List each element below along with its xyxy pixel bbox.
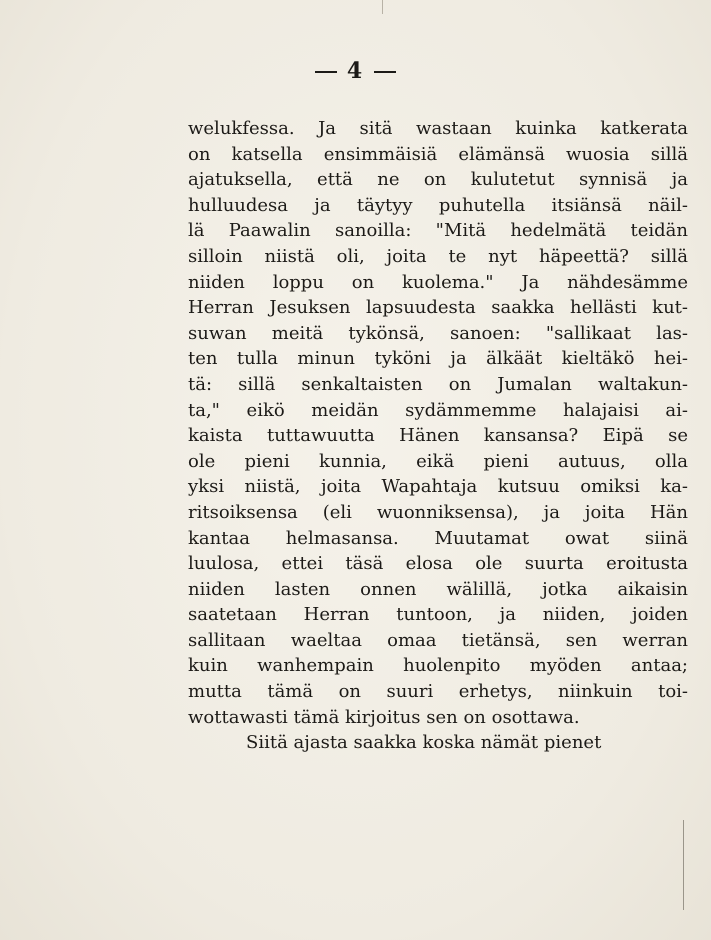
- text-line: ajatuksella, että ne on kulutetut synnisä ja: [188, 169, 688, 191]
- page-edge-mark: [382, 0, 383, 14]
- text-line: yksi niistä, joita Wapahtaja kutsuu omiksi ka-: [188, 476, 688, 498]
- text-line: silloin niistä oli, joita te nyt häpeettä? sillä: [188, 245, 688, 267]
- text-line: wottawasti tämä kirjoitus sen on osottawa.: [188, 706, 580, 728]
- text-line: kantaa helmasansa. Muutamat owat siinä: [188, 527, 688, 549]
- text-line: Siitä ajasta saakka koska nämät pienet: [246, 732, 602, 754]
- text-line: niiden lasten onnen wälillä, jotka aikaisin: [188, 578, 688, 600]
- text-line: ole pieni kunnia, eikä pieni autuus, olla: [188, 450, 688, 472]
- text-line: on katsella ensimmäisiä elämänsä wuosia sillä: [188, 143, 688, 165]
- text-line: sallitaan waeltaa omaa tietänsä, sen werran: [188, 629, 688, 651]
- text-line: niiden loppu on kuolema." Ja nähdesämme: [188, 271, 688, 293]
- text-line: suwan meitä tykönsä, sanoen: "sallikaat las-: [188, 322, 688, 344]
- text-line: mutta tämä on suuri erhetys, niinkuin toi-: [188, 681, 688, 703]
- text-line: hulluudesa ja täytyy puhutella itsiänsä näil-: [188, 194, 688, 216]
- text-line: Herran Jesuksen lapsuudesta saakka hellästi kut-: [188, 297, 688, 319]
- text-line: ta," eikö meidän sydämmemme halajaisi ai-: [188, 399, 688, 421]
- text-line: saatetaan Herran tuntoon, ja niiden, joiden: [188, 604, 688, 626]
- header-dash-right: [374, 71, 396, 73]
- text-line: ritsoiksensa (eli wuonniksensa), ja joita Hän: [188, 501, 688, 523]
- page-header: [0, 58, 711, 84]
- body-text: [188, 116, 688, 756]
- text-line: kuin wanhempain huolenpito myöden antaa;: [188, 655, 688, 677]
- page-number: 4: [346, 58, 365, 84]
- page-edge-line: [683, 820, 684, 910]
- text-line: luulosa, ettei täsä elosa ole suurta eroitusta: [188, 553, 688, 575]
- text-line: kaista tuttawuutta Hänen kansansa? Eipä se: [188, 425, 688, 447]
- text-line: welukfessa. Ja sitä wastaan kuinka katkerata: [188, 118, 688, 139]
- header-dash-left: [315, 71, 337, 73]
- text-line: tä: sillä senkaltaisten on Jumalan waltakun-: [188, 373, 688, 395]
- text-line: lä Paawalin sanoilla: "Mitä hedelmätä teidän: [188, 220, 688, 242]
- text-line: ten tulla minun tyköni ja älkäät kieltäkö hei-: [188, 348, 688, 370]
